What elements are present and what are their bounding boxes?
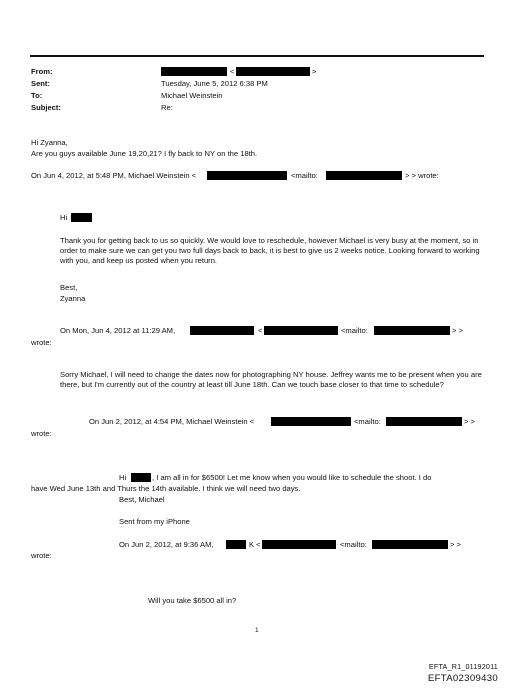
quote4-wrote: wrote: [31, 551, 52, 560]
subject-label: Subject: [31, 103, 61, 112]
quote2-header: On Mon, Jun 4, 2012 at 11:29 AM, [60, 326, 176, 335]
sorry-paragraph: Sorry Michael, I will need to change the dates now for photographing NY house. Jeffrey wants me to be present when you are there, but I'm currently out of the country at least till June 18th. Can we touch base closer to that time to schedule? [60, 370, 482, 390]
redaction-block [271, 417, 351, 426]
sent-label: Sent: [31, 79, 50, 88]
hi2-line: Hi [119, 473, 127, 482]
redaction-block [131, 473, 151, 482]
redaction-block [374, 326, 450, 335]
redaction-block [326, 171, 402, 180]
hi-line: Hi [60, 213, 68, 222]
from-bracket-close: > [312, 67, 317, 76]
quote4-header: On Jun 2, 2012, at 9:36 AM, [119, 540, 214, 549]
to-value: Michael Weinstein [161, 91, 223, 100]
sent-value: Tuesday, June 5, 2012 6:38 PM [161, 79, 268, 88]
redaction-block [372, 540, 448, 549]
quote4-close: > > [450, 540, 461, 549]
redaction-block [262, 540, 336, 549]
quote3-wrote: wrote: [31, 429, 52, 438]
to-label: To: [31, 91, 43, 100]
offer-line-rest: have Wed June 13th and Thurs the 14th available. I think we will need two days. [31, 484, 301, 493]
redaction-block [236, 67, 310, 76]
signoff-zyanna: Zyanna [60, 294, 86, 303]
quote2-bracket: < [258, 326, 263, 335]
redaction-block [226, 540, 246, 549]
quote2-wrote: wrote: [31, 338, 52, 347]
redaction-block [207, 171, 287, 180]
redaction-block [264, 326, 338, 335]
greeting: Hi Zyanna, [31, 138, 68, 147]
redaction-block [190, 326, 254, 335]
subject-value: Re: [161, 103, 173, 112]
availability-question: Are you guys available June 19,20,21? I fly back to NY on the 18th. [31, 149, 258, 158]
redaction-block [161, 67, 227, 76]
from-label: From: [31, 67, 53, 76]
footer-ref-efta: EFTA02309430 [427, 673, 498, 684]
redaction-block [71, 213, 92, 222]
quote2-mailto: <mailto: [341, 326, 368, 335]
header-rule [30, 55, 484, 57]
offer-line-first: , I am all in for $6500! Let me know when you would like to schedule the shoot. I do [152, 473, 432, 482]
redaction-block [386, 417, 462, 426]
quote4-k: K < [249, 540, 261, 549]
quote3-header: On Jun 2, 2012, at 4:54 PM, Michael Weinstein < [89, 417, 255, 426]
signoff-best: Best, [60, 283, 78, 292]
quote2-close: > > [452, 326, 463, 335]
signoff-best-michael: Best, Michael [119, 495, 165, 504]
quote1-mailto: <mailto: [291, 171, 318, 180]
quote3-mailto: <mailto: [354, 417, 381, 426]
reschedule-paragraph: Thank you for getting back to us so quickly. We would love to reschedule, however Michael is very busy at the moment, so in order to make sure we can get you two full days back to back, it is best to give us 2 weeks notice. Looking forward to working with you, and keep us posted when you return. [60, 236, 480, 266]
quote4-mailto: <mailto: [340, 540, 367, 549]
from-bracket-open: < [230, 67, 235, 76]
quote3-close: > > [464, 417, 475, 426]
sent-from-iphone: Sent from my iPhone [119, 517, 190, 526]
footer-ref-r1: EFTA_R1_01192011 [428, 662, 498, 671]
quote1-wrote: > > wrote: [405, 171, 439, 180]
quote1-header: On Jun 4, 2012, at 5:48 PM, Michael Weinstein < [31, 171, 197, 180]
page-number: 1 [255, 627, 259, 634]
final-question: Will you take $6500 all in? [148, 596, 237, 605]
